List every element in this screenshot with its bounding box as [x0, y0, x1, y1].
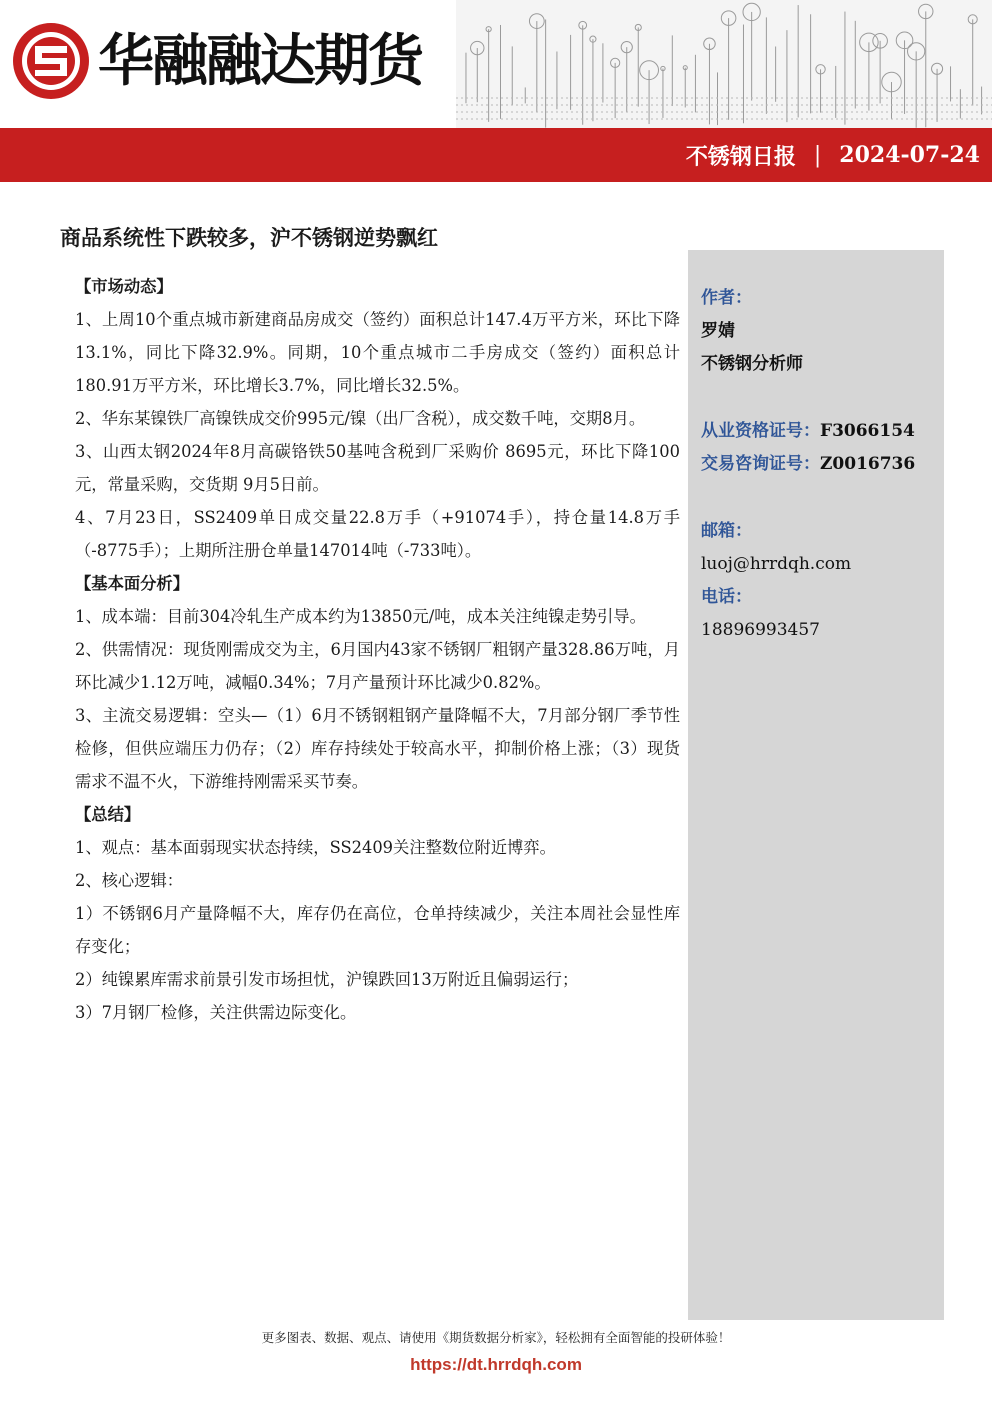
author-title: 不锈钢分析师: [701, 354, 803, 374]
fundamentals-paragraph-2: 2、供需情况：现货刚需成交为主，6月国内43家不锈钢厂粗钢产量328.86万吨，月环比减少1.12万吨，减幅0.34%；7月产量预计环比减少0.82%。: [75, 640, 680, 692]
author-name: 罗婧: [701, 321, 735, 341]
decorative-pattern: [456, 0, 992, 128]
section-heading-market: 【市场动态】: [75, 277, 173, 296]
author-label: 作者：: [701, 288, 752, 308]
summary-paragraph-3: 1）不锈钢6月产量降幅不大，库存仍在高位，仓单持续减少，关注本周社会显性库存变化；: [75, 904, 680, 956]
consult-value: Z0016736: [820, 454, 916, 474]
license-value: F3066154: [820, 421, 915, 441]
report-header: [0, 0, 992, 182]
header-separator: |: [813, 142, 822, 168]
market-paragraph-2: 2、华东某镍铁厂高镍铁成交价995元/镍（出厂含税），成交数千吨，交期8月。: [75, 409, 646, 428]
license-row: [701, 415, 915, 448]
article-title: 商品系统性下跌较多，沪不锈钢逆势飘红: [60, 225, 438, 250]
brand-name: 华融融达期货: [98, 29, 422, 94]
email-label: 邮箱：: [701, 521, 752, 541]
summary-paragraph-1: 1、观点：基本面弱现实状态持续，SS2409关注整数位附近博弈。: [75, 838, 556, 857]
phone-label: 电话：: [701, 587, 752, 607]
fundamentals-paragraph-3: 3、主流交易逻辑：空头—（1）6月不锈钢粗钢产量降幅不大，7月部分钢厂季节性检修，但供应端压力仍存；（2）库存持续处于较高水平，抑制价格上涨；（3）现货需求不温不火，下游维持刚需采买节奏。: [75, 706, 680, 791]
report-date: 2024-07-24: [839, 142, 980, 168]
main-content: [75, 270, 680, 1029]
footer-url-link[interactable]: https://dt.hrrdqh.com: [410, 1355, 582, 1374]
report-type: 不锈钢日报: [685, 143, 796, 170]
market-paragraph-1: 1、上周10个重点城市新建商品房成交（签约）面积总计147.4万平方米，环比下降13.1%，同比下降32.9%。同期，10个重点城市二手房成交（签约）面积总计180.91万平方米，环比增长3.7%，同比增长32.5%。: [75, 310, 680, 395]
license-label: 从业资格证号：: [701, 421, 820, 441]
email-value[interactable]: luoj@hrrdqh.com: [701, 554, 852, 574]
company-logo-icon: [10, 20, 92, 102]
market-paragraph-3: 3、山西太钢2024年8月高碳铬铁50基吨含税到厂采购价 8695元，环比下降100元，常量采购，交货期 9月5日前。: [75, 442, 680, 494]
section-heading-fundamentals: 【基本面分析】: [75, 574, 189, 593]
summary-paragraph-5: 3）7月钢厂检修，关注供需边际变化。: [75, 1003, 357, 1022]
summary-paragraph-2: 2、核心逻辑：: [75, 871, 184, 890]
consult-row: [701, 448, 915, 481]
summary-paragraph-4: 2）纯镍累库需求前景引发市场担忧，沪镍跌回13万附近且偏弱运行；: [75, 970, 579, 989]
market-paragraph-4: 4、7月23日，SS2409单日成交量22.8万手（+91074手），持仓量14.8万手（-8775手）；上期所注册仓单量147014吨（-733吨）。: [75, 508, 680, 560]
consult-label: 交易咨询证号：: [701, 454, 820, 474]
report-title-bar: [0, 128, 992, 182]
fundamentals-paragraph-1: 1、成本端：目前304冷轧生产成本约为13850元/吨，成本关注纯镍走势引导。: [75, 607, 646, 626]
phone-value: 18896993457: [701, 620, 820, 640]
section-heading-summary: 【总结】: [75, 805, 141, 824]
author-sidebar: [688, 250, 944, 1320]
footer-promo: 更多图表、数据、观点、请使用《期货数据分析家》，轻松拥有全面智能的投研体验！: [261, 1330, 731, 1345]
